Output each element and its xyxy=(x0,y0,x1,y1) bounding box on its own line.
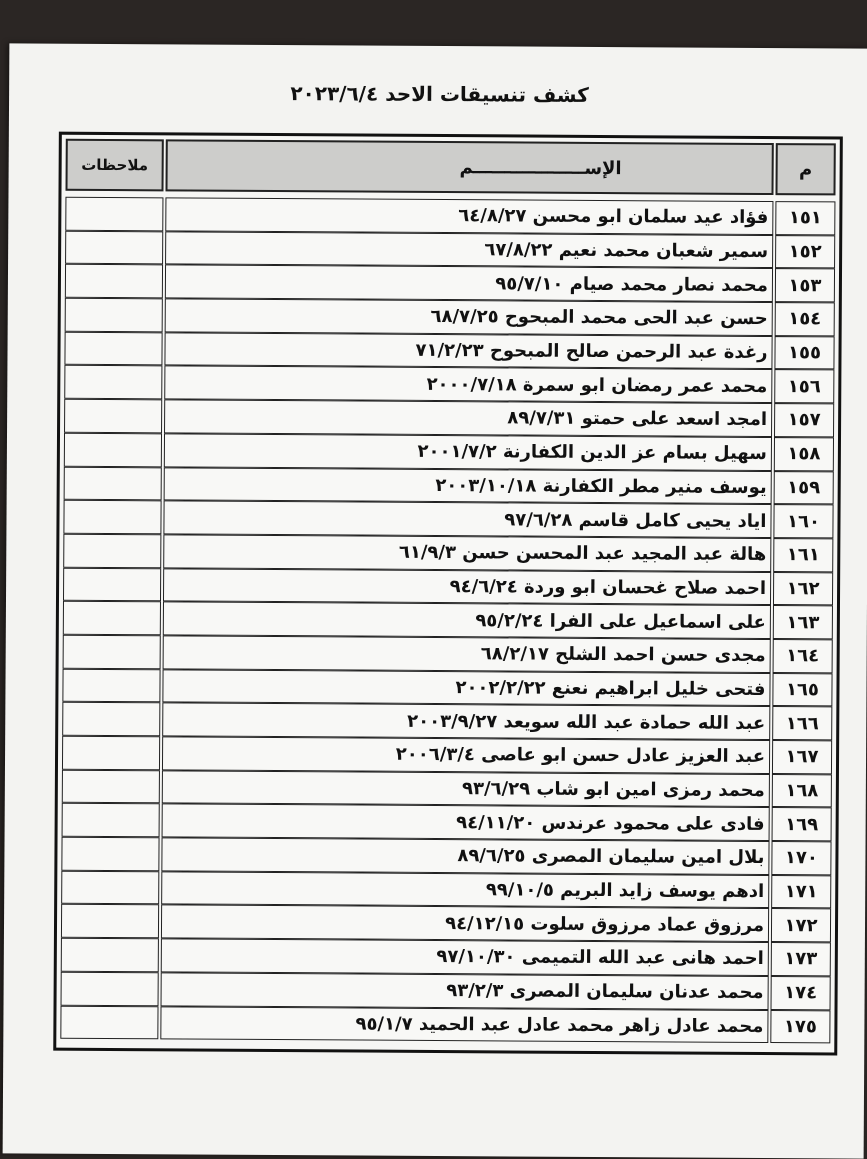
table-row xyxy=(64,433,834,471)
row-name: فادى على محمود عرندس ٩٤/١١/٢٠ xyxy=(162,804,770,841)
row-notes xyxy=(62,803,160,837)
row-notes xyxy=(61,904,159,938)
row-notes xyxy=(65,298,163,332)
table-header xyxy=(65,139,835,196)
table-row xyxy=(63,534,833,572)
row-name: فتحى خليل ابراهيم نعنع ٢٠٠٢/٢/٢٢ xyxy=(162,669,770,706)
row-number: ١٥٨ xyxy=(774,437,834,471)
table-row xyxy=(64,331,834,369)
table-row xyxy=(64,365,834,403)
header-notes: ملاحظات xyxy=(65,139,163,192)
row-notes xyxy=(63,567,161,601)
table-row xyxy=(65,264,835,302)
table-row xyxy=(64,399,834,437)
row-notes xyxy=(62,702,160,736)
table-row xyxy=(62,702,832,740)
row-name: اياد يحيى كامل قاسم ٩٧/٦/٢٨ xyxy=(163,501,771,538)
row-notes xyxy=(64,331,162,365)
row-name: محمد عادل زاهر محمد عادل عبد الحميد ٩٥/١/٧ xyxy=(160,1006,768,1043)
row-number: ١٦٨ xyxy=(772,774,832,808)
row-number: ١٥٥ xyxy=(774,336,834,370)
row-number: ١٧٣ xyxy=(771,942,831,976)
row-number: ١٦٠ xyxy=(773,504,833,538)
row-name: عبد العزيز عادل حسن ابو عاصى ٢٠٠٦/٣/٤ xyxy=(162,736,770,773)
row-notes xyxy=(64,399,162,433)
row-name: ادهم يوسف زايد البريم ٩٩/١٠/٥ xyxy=(161,871,769,908)
row-name: بلال امين سليمان المصرى ٨٩/٦/٢٥ xyxy=(161,837,769,874)
row-number: ١٥٧ xyxy=(774,403,834,437)
row-notes xyxy=(64,433,162,467)
table-row xyxy=(63,567,833,605)
table-row xyxy=(61,938,831,976)
row-name: رغدة عبد الرحمن صالح المبحوح ٧١/٢/٢٣ xyxy=(164,332,772,369)
row-number: ١٦١ xyxy=(773,538,833,572)
header-name xyxy=(165,139,773,195)
table-row xyxy=(65,230,835,268)
row-number: ١٥١ xyxy=(775,201,835,235)
row-name: محمد نصار محمد صيام ٩٥/٧/١٠ xyxy=(165,265,773,302)
row-notes xyxy=(65,264,163,298)
header-name-label: الإســــــــــــــــــم xyxy=(459,156,622,179)
row-name: عبد الله حمادة عبد الله سويعد ٢٠٠٣/٩/٢٧ xyxy=(162,703,770,740)
row-name: يوسف منير مطر الكفارنة ٢٠٠٣/١٠/١٨ xyxy=(164,467,772,504)
header-number: م xyxy=(775,143,835,195)
row-number: ١٦٣ xyxy=(773,605,833,639)
table-row xyxy=(62,736,832,774)
row-name: سهيل بسام عز الدين الكفارنة ٢٠٠١/٧/٢ xyxy=(164,433,772,470)
table-row xyxy=(63,500,833,538)
table-row xyxy=(62,668,832,706)
row-number: ١٧٤ xyxy=(771,976,831,1010)
table-row xyxy=(61,837,831,875)
row-number: ١٥٦ xyxy=(774,369,834,403)
row-name: محمد رمزى امين ابو شاب ٩٣/٦/٢٩ xyxy=(162,770,770,807)
row-number: ١٦٥ xyxy=(772,673,832,707)
row-name: مرزوق عماد مرزوق سلوت ٩٤/١٢/١٥ xyxy=(161,905,769,942)
table-row xyxy=(65,298,835,336)
row-notes xyxy=(61,972,159,1006)
row-number: ١٧٠ xyxy=(771,841,831,875)
row-name: على اسماعيل على الفرا ٩٥/٢/٢٤ xyxy=(163,602,771,639)
row-notes xyxy=(63,635,161,669)
row-name: فؤاد عيد سلمان ابو محسن ٦٤/٨/٢٧ xyxy=(165,197,773,234)
row-number: ١٦٦ xyxy=(772,706,832,740)
table-row xyxy=(61,972,831,1010)
row-number: ١٥٤ xyxy=(775,302,835,336)
row-number: ١٦٧ xyxy=(772,740,832,774)
row-name: محمد عمر رمضان ابو سمرة ٢٠٠٠/٧/١٨ xyxy=(164,366,772,403)
row-name: سمير شعبان محمد نعيم ٦٧/٨/٢٢ xyxy=(165,231,773,268)
row-number: ١٧٢ xyxy=(771,908,831,942)
row-notes xyxy=(62,769,160,803)
row-number: ١٧١ xyxy=(771,875,831,909)
row-number: ١٧٥ xyxy=(770,1010,830,1044)
row-number: ١٦٤ xyxy=(773,639,833,673)
row-notes xyxy=(63,534,161,568)
row-name: محمد عدنان سليمان المصرى ٩٣/٢/٣ xyxy=(161,972,769,1009)
table-row xyxy=(61,870,831,908)
paper-sheet xyxy=(3,43,867,1158)
row-number: ١٥٢ xyxy=(775,235,835,269)
row-notes xyxy=(63,601,161,635)
row-notes xyxy=(65,230,163,264)
row-notes xyxy=(64,365,162,399)
table-row xyxy=(64,466,834,504)
row-name: حسن عبد الحى محمد المبحوح ٦٨/٧/٢٥ xyxy=(165,298,773,335)
row-notes xyxy=(62,736,160,770)
table-row xyxy=(60,1005,830,1043)
row-name: هالة عبد المجيد عبد المحسن حسن ٦١/٩/٣ xyxy=(163,534,771,571)
row-notes xyxy=(61,837,159,871)
row-notes xyxy=(62,668,160,702)
row-name: مجدى حسن احمد الشلح ٦٨/٢/١٧ xyxy=(163,635,771,672)
table-body xyxy=(60,197,835,1044)
row-notes xyxy=(65,197,163,231)
names-table xyxy=(53,132,843,1056)
table-row xyxy=(62,769,832,807)
row-number: ١٥٩ xyxy=(774,471,834,505)
row-number: ١٦٢ xyxy=(773,572,833,606)
row-notes xyxy=(61,938,159,972)
table-row xyxy=(62,803,832,841)
row-number: ١٥٣ xyxy=(775,268,835,302)
row-notes xyxy=(61,870,159,904)
row-notes xyxy=(60,1005,158,1039)
table-row xyxy=(61,904,831,942)
row-name: امجد اسعد على حمتو ٨٩/٧/٣١ xyxy=(164,399,772,436)
table-row xyxy=(63,635,833,673)
page-title: كشف تنسيقات الاحد ٢٠٢٣/٦/٤ xyxy=(290,81,589,107)
table-row xyxy=(65,197,835,235)
row-number: ١٦٩ xyxy=(772,807,832,841)
table-row xyxy=(63,601,833,639)
row-notes xyxy=(64,466,162,500)
row-notes xyxy=(63,500,161,534)
row-name: احمد صلاح غحسان ابو وردة ٩٤/٦/٢٤ xyxy=(163,568,771,605)
row-name: احمد هانى عبد الله التميمى ٩٧/١٠/٣٠ xyxy=(161,938,769,975)
